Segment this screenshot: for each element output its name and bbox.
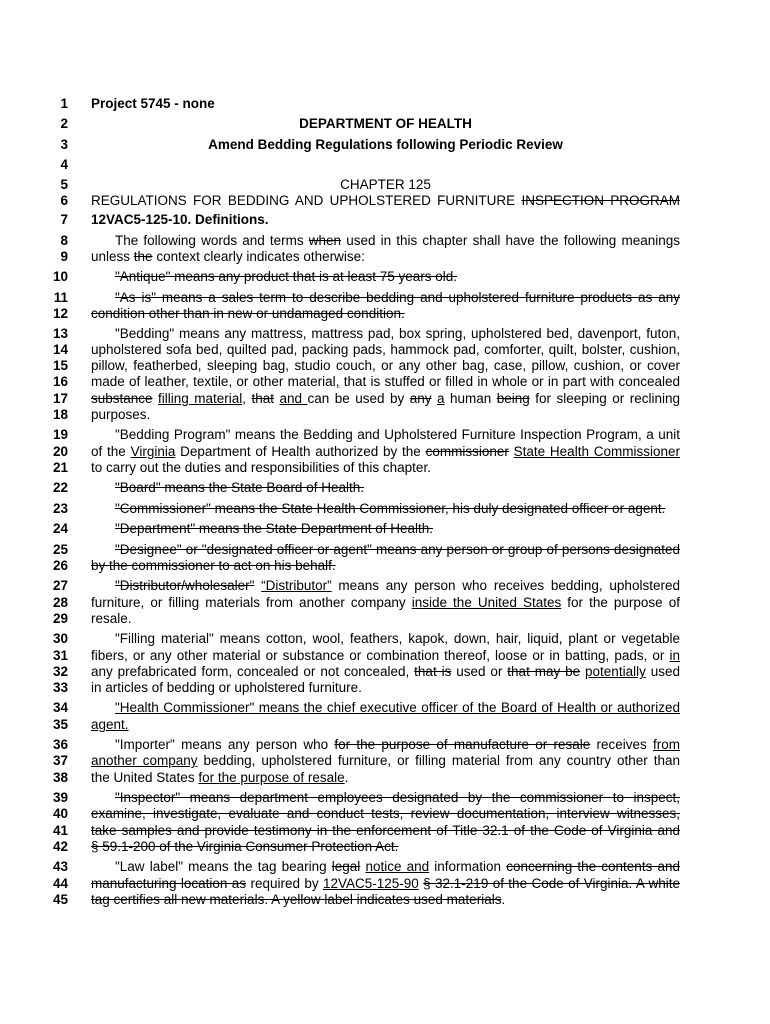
deleted-text: tag certifies all new materials. A yellow label indicates used materials xyxy=(91,892,502,907)
deleted-text: any xyxy=(409,391,432,406)
inserted-text: potentially xyxy=(585,664,646,679)
text-run: used in this chapter shall have the following meanings xyxy=(341,233,680,248)
text-run: pillow, featherbed, sleeping bag, studio couch, or any other bag, case, pillow, cushion, or cover xyxy=(91,358,680,373)
document-line xyxy=(91,770,680,785)
text-run: used or xyxy=(451,664,508,679)
text-run: REGULATIONS FOR BEDDING AND UPHOLSTERED FURNITURE xyxy=(91,193,522,208)
line-number: 33 xyxy=(52,680,68,695)
text-run: to carry out the duties and responsibilities of this chapter. xyxy=(91,460,431,475)
document-line xyxy=(91,137,680,152)
inserted-text: "Health Commissioner" means the chief executive officer of the Board of Health or authorized xyxy=(115,700,680,715)
line-number: 21 xyxy=(52,460,68,475)
inserted-text: agent. xyxy=(91,717,129,732)
deleted-text: "As is" means a sales term to describe bedding and upholstered furniture products as any xyxy=(115,290,680,305)
line-number: 31 xyxy=(52,648,68,663)
document-line xyxy=(91,595,680,610)
document-line xyxy=(91,480,680,495)
inserted-text: Virginia xyxy=(130,444,176,459)
deleted-text: "Board" means the State Board of Health. xyxy=(115,480,364,495)
inserted-text: 12VAC5-125-90 xyxy=(322,876,419,891)
inserted-text: from xyxy=(653,737,680,752)
line-number: 22 xyxy=(52,480,68,495)
document-line xyxy=(91,611,680,626)
document-line xyxy=(91,193,680,208)
text-run: or filling material from any country other than xyxy=(391,753,680,768)
document-line xyxy=(91,306,680,321)
line-number: 39 xyxy=(52,790,68,805)
deleted-text: § 32.1-219 of the Code of Virginia. A white xyxy=(423,876,680,891)
text-run: fibers, or any other material or substance or combination thereof, loose or in batting, pads, or xyxy=(91,648,670,663)
document-line xyxy=(91,116,680,131)
line-number: 29 xyxy=(52,611,68,626)
line-number: 20 xyxy=(52,444,68,459)
text-run: information xyxy=(429,859,507,874)
line-number: 32 xyxy=(52,664,68,679)
line-number: 37 xyxy=(52,753,68,768)
line-number: 12 xyxy=(52,306,68,321)
inserted-text: filling material, xyxy=(158,391,247,406)
text-run: Amend Bedding Regulations following Periodic Review xyxy=(208,137,563,152)
text-run: can be used by xyxy=(307,391,410,406)
line-number: 43 xyxy=(52,859,68,874)
line-number: 40 xyxy=(52,806,68,821)
line-number: 26 xyxy=(52,558,68,573)
deleted-text: commissioner xyxy=(425,444,509,459)
text-run: DEPARTMENT OF HEALTH xyxy=(299,116,472,131)
text-run: any prefabricated form, concealed or not concealed, xyxy=(91,664,415,679)
deleted-text: that is xyxy=(414,664,452,679)
inserted-text: a xyxy=(437,391,445,406)
line-number: 30 xyxy=(52,631,68,646)
document-line xyxy=(91,859,680,874)
text-run: for the purpose of xyxy=(561,595,680,610)
inserted-text: in xyxy=(669,648,680,663)
deleted-text: substance xyxy=(91,391,153,406)
deleted-text: "Inspector" means department employees designated by the commissioner to inspect, xyxy=(115,790,680,805)
line-number: 35 xyxy=(52,717,68,732)
text-run: "Law label" means the tag bearing xyxy=(115,859,332,874)
text-run: required by xyxy=(246,876,323,891)
line-number: 7 xyxy=(60,212,68,227)
text-run: in articles of bedding or upholstered furniture. xyxy=(91,680,362,695)
deleted-text: condition other than in new or undamaged condition. xyxy=(91,306,405,321)
line-number: 13 xyxy=(52,326,68,341)
deleted-text: "Distributor/wholesaler" xyxy=(115,578,255,593)
document-line xyxy=(91,249,680,264)
document-line xyxy=(91,790,680,805)
inserted-text: for the purpose of resale xyxy=(198,770,345,785)
deleted-text: "Department" means the State Department of Health. xyxy=(115,521,433,536)
line-number: 38 xyxy=(52,770,68,785)
text-run: The following words and terms xyxy=(115,233,309,248)
deleted-text: for the purpose of manufacture or resale xyxy=(334,737,591,752)
line-number: 36 xyxy=(52,737,68,752)
text-run: means any person who receives bedding, upholstered xyxy=(331,578,680,593)
deleted-text: being xyxy=(496,391,530,406)
document-line xyxy=(91,177,680,192)
text-run: CHAPTER 125 xyxy=(340,177,431,192)
deleted-text: take samples and provide testimony in the enforcement of Title 32.1 of the Code of Virginia and xyxy=(91,823,680,838)
inserted-text: State Health Commissioner xyxy=(513,444,680,459)
line-number: 14 xyxy=(52,342,68,357)
line-number: 8 xyxy=(60,233,68,248)
line-number: 24 xyxy=(52,521,68,536)
inserted-text: , xyxy=(387,753,392,768)
document-line xyxy=(91,892,680,907)
document-line xyxy=(91,326,680,341)
text-run: bedding, upholstered furniture xyxy=(197,753,388,768)
text-run: context clearly indicates otherwise: xyxy=(152,249,365,264)
text-run: resale. xyxy=(91,611,132,626)
document-line xyxy=(91,427,680,442)
text-run: used xyxy=(645,664,680,679)
deleted-text: the xyxy=(133,249,153,264)
text-run: "Bedding Program" means the Bedding and Upholstered Furniture Inspection Program, a unit xyxy=(115,427,680,442)
text-run: "Filling material" means cotton, wool, feathers, kapok, down, hair, liquid, plant or vegetable xyxy=(115,631,680,646)
document-line xyxy=(91,680,680,695)
line-number: 1 xyxy=(60,96,68,111)
document-line xyxy=(91,664,680,679)
line-number: 41 xyxy=(52,823,68,838)
deleted-text: legal xyxy=(331,859,361,874)
line-number: 16 xyxy=(52,374,68,389)
text-run: "Bedding" means any mattress, mattress pad, box spring, upholstered bed, davenport, futon, xyxy=(115,326,680,341)
deleted-text: concerning the contents and xyxy=(506,859,680,874)
line-number: 17 xyxy=(52,391,68,406)
document-line xyxy=(91,806,680,821)
deleted-text: that xyxy=(251,391,275,406)
line-number: 3 xyxy=(60,137,68,152)
text-run: unless xyxy=(91,249,134,264)
document-line xyxy=(91,290,680,305)
line-number: 6 xyxy=(60,193,68,208)
text-run: for sleeping or reclining xyxy=(529,391,680,406)
line-number: 23 xyxy=(52,501,68,516)
document-line xyxy=(91,407,680,422)
deleted-text: examine, investigate, evaluate and conduct tests, review documentation, interview witnesses, xyxy=(91,806,680,821)
line-number: 10 xyxy=(52,269,68,284)
line-number: 15 xyxy=(52,358,68,373)
text-run: receives xyxy=(590,737,653,752)
text-run: . xyxy=(344,770,349,785)
text-run: that is stuffed or filled in whole or in part with concealed xyxy=(339,374,681,389)
text-run: Project 5745 - none xyxy=(91,96,215,111)
inserted-text: another company xyxy=(91,753,198,768)
document-line xyxy=(91,269,680,284)
document-line xyxy=(91,358,680,373)
document-line xyxy=(91,96,680,111)
inserted-text: inside the United States xyxy=(411,595,562,610)
text-run: "Importer" means any person who xyxy=(115,737,335,752)
document-line xyxy=(91,578,680,593)
text-run: purposes. xyxy=(91,407,151,422)
inserted-text: , xyxy=(335,374,340,389)
deleted-text: § 59.1-200 of the Virginia Consumer Protection Act. xyxy=(91,839,399,854)
document-line xyxy=(91,753,680,768)
line-number: 27 xyxy=(52,578,68,593)
line-number: 42 xyxy=(52,839,68,854)
document-line xyxy=(91,876,680,891)
document-line xyxy=(91,444,680,459)
inserted-text: and xyxy=(279,391,308,406)
text-run: furniture, or filling materials from another company xyxy=(91,595,412,610)
text-run: of the xyxy=(91,444,131,459)
text-run: . xyxy=(501,892,506,907)
line-number: 19 xyxy=(52,427,68,442)
document-line xyxy=(91,460,680,475)
text-run: 12VAC5-125-10. Definitions. xyxy=(91,212,269,227)
text-run: human xyxy=(444,391,497,406)
deleted-text: manufacturing location as xyxy=(91,876,247,891)
line-number: 18 xyxy=(52,407,68,422)
deleted-text: by the commissioner to act on his behalf. xyxy=(91,558,336,573)
document-line xyxy=(91,839,680,854)
line-number: 44 xyxy=(52,876,68,891)
document-line xyxy=(91,391,680,406)
line-number: 5 xyxy=(60,177,68,192)
document-line xyxy=(91,501,680,516)
text-run: the United States xyxy=(91,770,199,785)
deleted-text: "Commissioner" means the State Health Commissioner, his duly designated officer or agent. xyxy=(115,501,666,516)
text-run: upholstered sofa bed, quilted pad, packing pads, hammock pad, comforter, quilt, bolster, cushion, xyxy=(91,342,680,357)
document-line xyxy=(91,233,680,248)
document-line xyxy=(91,558,680,573)
document-line xyxy=(91,823,680,838)
document-line xyxy=(91,717,680,732)
document-line xyxy=(91,631,680,646)
text-run: made of leather, textile, or other material xyxy=(91,374,336,389)
deleted-text: "Antique" means any product that is at least 75 years old. xyxy=(115,269,458,284)
line-number: 34 xyxy=(52,700,68,715)
document-line xyxy=(91,737,680,752)
document-line xyxy=(91,648,680,663)
deleted-text: INSPECTION PROGRAM xyxy=(521,193,681,208)
deleted-text: "Designee" or "designated officer or agent" means any person or group of persons designated xyxy=(115,542,680,557)
deleted-text: that may be xyxy=(507,664,581,679)
text-run: Department of Health authorized by the xyxy=(175,444,426,459)
inserted-text: notice and xyxy=(365,859,430,874)
line-number: 25 xyxy=(52,542,68,557)
inserted-text: “Distributor” xyxy=(261,578,332,593)
deleted-text: when xyxy=(308,233,342,248)
line-number: 9 xyxy=(60,249,68,264)
line-number: 45 xyxy=(52,892,68,907)
line-number: 4 xyxy=(60,157,68,172)
document-line xyxy=(91,374,680,389)
document-line xyxy=(91,342,680,357)
document-line xyxy=(91,542,680,557)
line-number: 2 xyxy=(60,116,68,131)
document-line xyxy=(91,521,680,536)
line-number: 11 xyxy=(53,290,68,305)
line-number: 28 xyxy=(52,595,68,610)
document-line xyxy=(91,212,680,227)
document-line xyxy=(91,700,680,715)
